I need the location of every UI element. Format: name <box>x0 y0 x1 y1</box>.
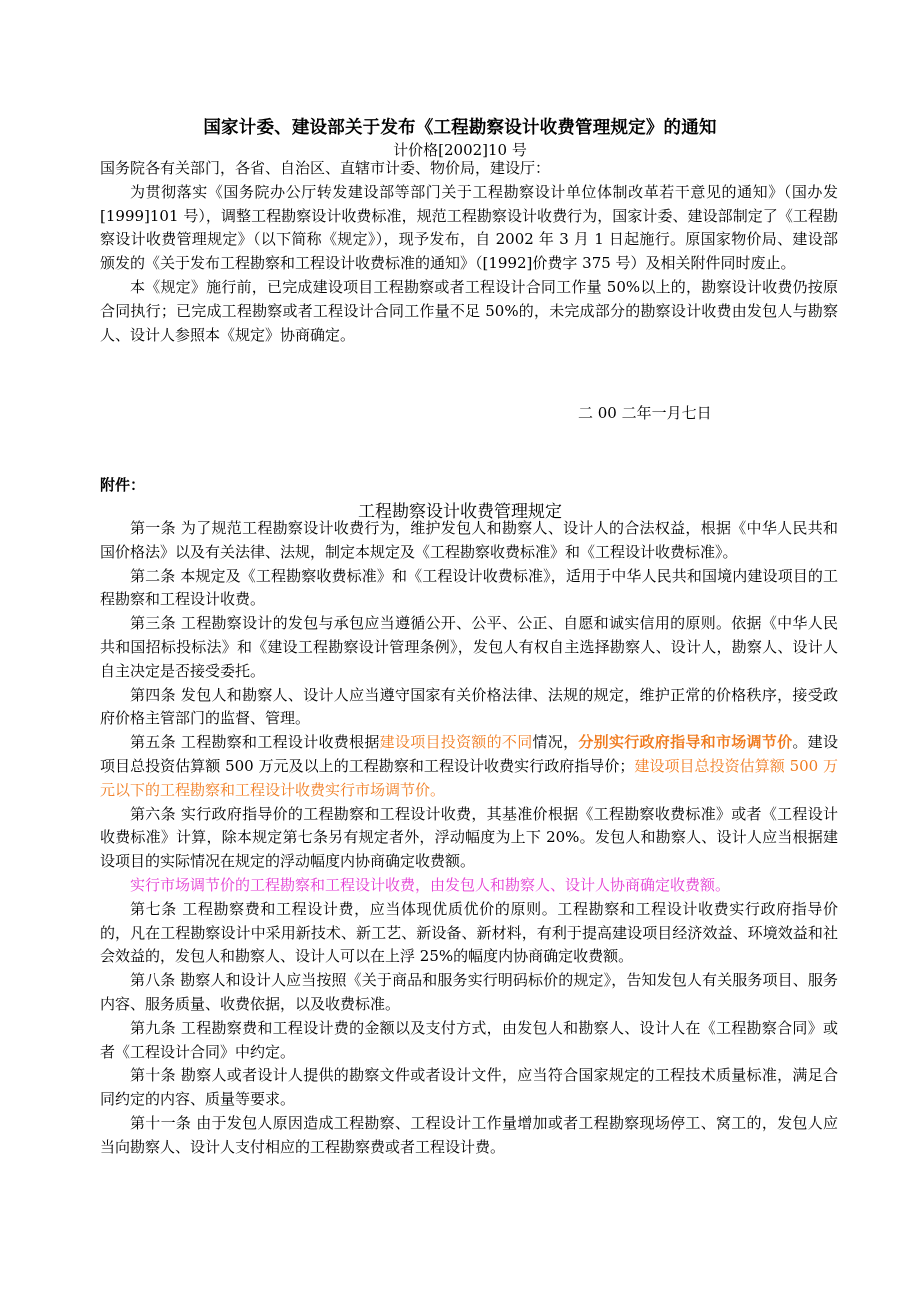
attachment-label: 附件： <box>100 476 146 494</box>
article-3: 第三条 工程勘察设计的发包与承包应当遵循公开、公平、公正、自愿和诚实信用的原则。依据《中华人民共和国招标投标法》和《建设工程勘察设计管理条例》，发包人有权自主选择勘察人、设计人，勘察人、设计人自主决定是否接受委托。 <box>100 614 838 680</box>
document-number: 计价格[2002]10 号 <box>393 141 527 159</box>
article-5-text-1: 第五条 工程勘察和工程设计收费根据 <box>130 733 380 752</box>
article-6-market-price: 实行市场调节价的工程勘察和工程设计收费，由发包人和勘察人、设计人协商确定收费额。 <box>130 875 731 894</box>
notice-title: 国家计委、建设部关于发布《工程勘察设计收费管理规定》的通知 <box>203 118 717 138</box>
article-5-highlight-3: 建设项目总投资估算额 500 万元以下的工程勘察和工程设计收费实行市场调节价。 <box>100 756 839 799</box>
issue-date: 二 00 二年一月七日 <box>578 404 712 422</box>
notice-paragraph-2: 本《规定》施行前，已完成建设项目工程勘察或者工程设计合同工作量 50%以上的，勘察设计收费仍按原合同执行；已完成工程勘察或者工程设计合同工作量不足 50%的，未完成部分的勘察设计收费由发包人与勘察人、设计人参照本《规定》协商确定。 <box>100 277 838 344</box>
article-10: 第十条 勘察人或者设计人提供的勘察文件或者设计文件，应当符合国家规定的工程技术质量标准，满足合同约定的内容、质量等要求。 <box>100 1066 838 1109</box>
recipients-line: 国务院各有关部门，各省、自治区、直辖市计委、物价局，建设厅： <box>100 159 551 177</box>
article-11: 第十一条 由于发包人原因造成工程勘察、工程设计工作量增加或者工程勘察现场停工、窝工的，发包人应当向勘察人、设计人支付相应的工程勘察费或者工程设计费。 <box>100 1113 838 1156</box>
article-5-highlight-1: 建设项目投资额的不同 <box>379 733 533 752</box>
article-5 <box>100 731 838 802</box>
article-5-text-3: 。建设项目总投资估算额 500 万元及以上的工程勘察和工程设计收费实行政府指导价； <box>100 733 838 775</box>
notice-paragraph-1: 为贯彻落实《国务院办公厅转发建设部等部门关于工程勘察设计单位体制改革若干意见的通知》（国办发[1999]101 号），调整工程勘察设计收费标准，规范工程勘察设计收费行为，国家计委、建设部制定了《工程勘察设计收费管理规定》（以下简称《规定》），现予发布，自 2002 年 3 月 1 日起施行。原国家物价局、建设部颁发的《关于发布工程勘察和工程设计收费标准的通知》（[1992]价费字 375 号）及相关附件同时废止。 <box>100 182 838 273</box>
article-4: 第四条 发包人和勘察人、设计人应当遵守国家有关价格法律、法规的规定，维护正常的价格秩序，接受政府价格主管部门的监督、管理。 <box>100 685 838 728</box>
article-5-text-2: 情况， <box>532 733 579 752</box>
rules-body <box>100 517 838 1160</box>
article-9: 第九条 工程勘察费和工程设计费的金额以及支付方式，由发包人和勘察人、设计人在《工程勘察合同》或者《工程设计合同》中约定。 <box>100 1018 838 1061</box>
article-5-highlight-2: 分别实行政府指导和市场调节价 <box>578 733 793 752</box>
article-6: 第六条 实行政府指导价的工程勘察和工程设计收费，其基准价根据《工程勘察收费标准》或者《工程设计收费标准》计算，除本规定第七条另有规定者外，浮动幅度为上下 20%。发包人和勘察人、设计人应当根据建设项目的实际情况在规定的浮动幅度内协商确定收费额。 <box>100 804 838 871</box>
notice-body <box>100 157 838 347</box>
article-8: 第八条 勘察人和设计人应当按照《关于商品和服务实行明码标价的规定》，告知发包人有关服务项目、服务内容、服务质量、收费依据，以及收费标准。 <box>100 971 838 1013</box>
article-7: 第七条 工程勘察费和工程设计费，应当体现优质优价的原则。工程勘察和工程设计收费实行政府指导价的，凡在工程勘察设计中采用新技术、新工艺、新设备、新材料，有利于提高建设项目经济效益、环境效益和社会效益的，发包人和勘察人、设计人可以在上浮 25%的幅度内协商确定收费额。 <box>100 899 838 966</box>
rules-title: 工程勘察设计收费管理规定 <box>358 502 562 522</box>
article-1: 第一条 为了规范工程勘察设计收费行为，维护发包人和勘察人、设计人的合法权益，根据《中华人民共和国价格法》以及有关法律、法规，制定本规定及《工程勘察收费标准》和《工程设计收费标准》。 <box>100 519 838 561</box>
article-2: 第二条 本规定及《工程勘察收费标准》和《工程设计收费标准》，适用于中华人民共和国境内建设项目的工程勘察和工程设计收费。 <box>100 566 838 609</box>
